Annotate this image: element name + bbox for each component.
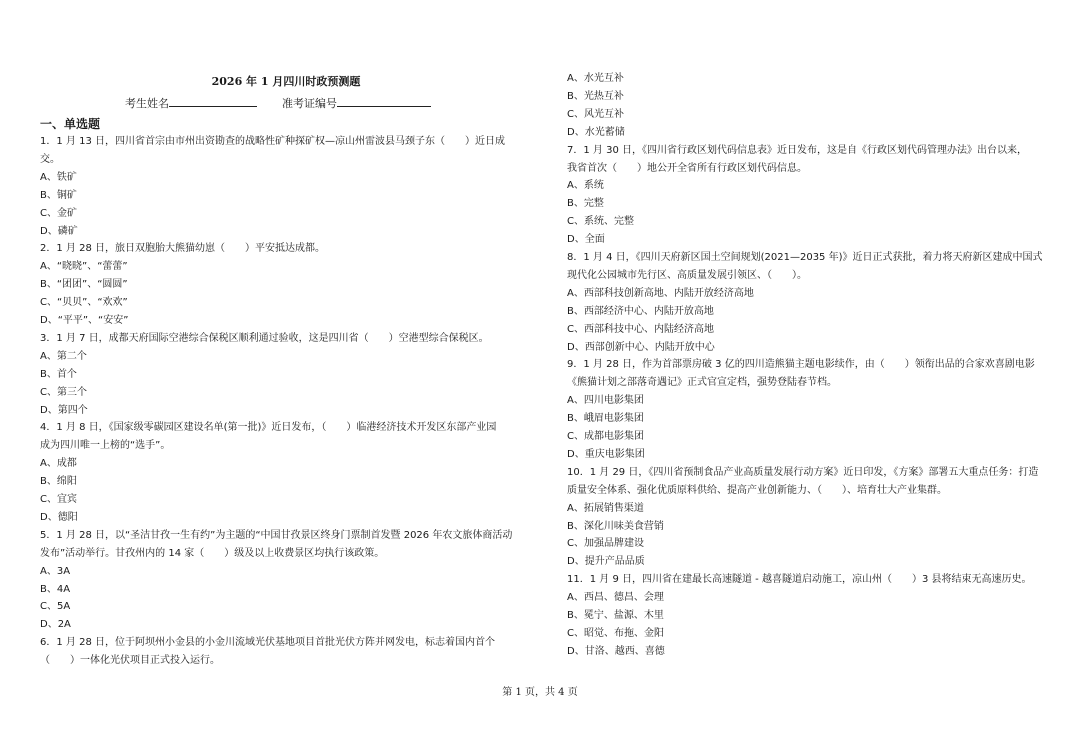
- text-line: 8．1 月 4 日，《四川天府新区国土空间规划(2021—2035 年)》近日正式获批，着力将天府新区建成中国式: [567, 252, 1043, 263]
- text-line: A、西昌、德昌、会理: [567, 592, 664, 604]
- text-line: 11．1 月 9 日，四川省在建最长高速隧道 - 越喜隧道启动施工，凉山州（ ）3 县将结束无高速历史。: [567, 574, 1032, 586]
- text-line: B、深化川味美食营销: [567, 520, 664, 532]
- text-line: C、系统、完整: [567, 216, 634, 228]
- text-line: 成为四川唯一上榜的“选手”。: [40, 440, 171, 452]
- page-footer: 第 1 页，共 4 页: [502, 687, 578, 698]
- text-line: 2．1 月 28 日，旅日双胞胎大熊猫幼崽（ ）平安抵达成都。: [40, 243, 325, 255]
- text-line: 9．1 月 28 日，作为首部票房破 3 亿的四川造熊猫主题电影续作，由（ ）领衔出品的合家欢喜剧电影: [567, 359, 1035, 371]
- text-line: A、铁矿: [40, 171, 77, 183]
- text-line: D、水光蓄储: [567, 126, 625, 138]
- text-line: C、5A: [40, 601, 71, 613]
- text-line: A、成都: [40, 458, 77, 470]
- id-blank: [337, 94, 431, 107]
- text-line: A、3A: [40, 565, 71, 577]
- text-line: D、提升产品品质: [567, 556, 645, 568]
- text-line: 6．1 月 28 日，位于阿坝州小金县的小金川流域光伏基地项目首批光伏方阵并网发电，标志着国内首个: [40, 637, 495, 649]
- text-line: D、第四个: [40, 404, 88, 416]
- text-line: D、“平平”、“安安”: [40, 315, 129, 326]
- name-blank: [169, 94, 257, 107]
- text-line: A、水光互补: [567, 73, 624, 84]
- text-line: C、“贝贝”、“欢欢”: [40, 297, 128, 309]
- text-line: C、风光互补: [567, 108, 624, 120]
- text-line: 7．1 月 30 日，《四川省行政区划代码信息表》近日发布，这是自《行政区划代码管理办法》出台以来，: [567, 144, 1027, 156]
- id-label: 准考证编号: [282, 97, 337, 110]
- text-line: D、磷矿: [40, 225, 78, 237]
- text-line: C、宜宾: [40, 494, 77, 505]
- text-line: A、“晓晓”、“蕾蕾”: [40, 261, 128, 273]
- text-line: 《熊猫计划之部落奇遇记》正式官宣定档，强势登陆春节档。: [567, 377, 837, 389]
- text-line: D、西部创新中心、内陆开放中心: [567, 341, 715, 353]
- text-line: D、2A: [40, 619, 71, 631]
- text-line: （ ）一体化光伏项目正式投入运行。: [40, 655, 220, 667]
- text-line: 10．1 月 29 日，《四川省预制食品产业高质量发展行动方案》近日印发，《方案》部署五大重点任务：打造: [567, 466, 1039, 478]
- text-line: 质量安全体系、强化优质原料供给、提高产业创新能力、（ ）、培育壮大产业集群。: [567, 484, 947, 496]
- text-line: 我省首次（ ）地公开全省所有行政区划代码信息。: [567, 162, 807, 174]
- text-line: B、完整: [567, 198, 604, 210]
- text-line: B、绵阳: [40, 476, 77, 488]
- text-line: 4．1 月 8 日，《国家级零碳园区建设名单(第一批)》近日发布，（ ）临港经济技术开发区东部产业园: [40, 422, 497, 434]
- text-line: 交。: [40, 153, 60, 165]
- text-line: A、系统: [567, 180, 604, 192]
- text-line: C、金矿: [40, 207, 77, 219]
- text-line: B、光热互补: [567, 90, 624, 102]
- text-line: 1．1 月 13 日，四川省首宗由市州出资勘查的战略性矿种探矿权—凉山州雷波县马颈子东（ ）近日成: [40, 136, 505, 147]
- text-line: A、四川电影集团: [567, 395, 644, 407]
- text-line: D、甘洛、越西、喜德: [567, 645, 665, 657]
- examinee-info: [125, 94, 431, 111]
- text-line: D、德阳: [40, 511, 78, 523]
- text-line: B、首个: [40, 368, 77, 380]
- text-line: 3．1 月 7 日，成都天府国际空港综合保税区顺利通过验收，这是四川省（ ）空港型综合保税区。: [40, 332, 489, 344]
- text-line: B、4A: [40, 583, 71, 595]
- exam-title: 2026 年 1 月四川时政预测题: [211, 75, 361, 88]
- text-line: A、西部科技创新高地、内陆开放经济高地: [567, 287, 754, 299]
- text-line: B、铜矿: [40, 189, 77, 201]
- text-line: B、峨眉电影集团: [567, 413, 644, 425]
- section-heading: 一、单选题: [40, 117, 101, 131]
- name-label: 考生姓名: [125, 97, 169, 110]
- text-line: B、冕宁、盐源、木里: [567, 610, 664, 621]
- text-line: 发布”活动举行。甘孜州内的 14 家（ ）级及以上收费景区均执行该政策。: [40, 547, 385, 559]
- text-line: C、加强品牌建设: [567, 538, 644, 550]
- text-line: D、全面: [567, 234, 605, 246]
- text-line: C、昭觉、布拖、金阳: [567, 627, 664, 639]
- text-line: B、“团团”、“圆圆”: [40, 279, 128, 291]
- text-line: B、西部经济中心、内陆开放高地: [567, 305, 714, 317]
- text-line: 现代化公园城市先行区、高质量发展引领区、（ ）。: [567, 269, 807, 281]
- text-line: C、成都电影集团: [567, 431, 644, 442]
- text-line: C、第三个: [40, 386, 87, 398]
- text-line: A、拓展销售渠道: [567, 502, 644, 514]
- text-line: D、重庆电影集团: [567, 448, 645, 460]
- text-line: A、第二个: [40, 350, 87, 362]
- text-line: 5．1 月 28 日，以“圣洁甘孜一生有约”为主题的“中国甘孜景区终身门票制首发暨 2026 年农文旅体商活动: [40, 529, 513, 541]
- text-line: C、西部科技中心、内陆经济高地: [567, 323, 714, 335]
